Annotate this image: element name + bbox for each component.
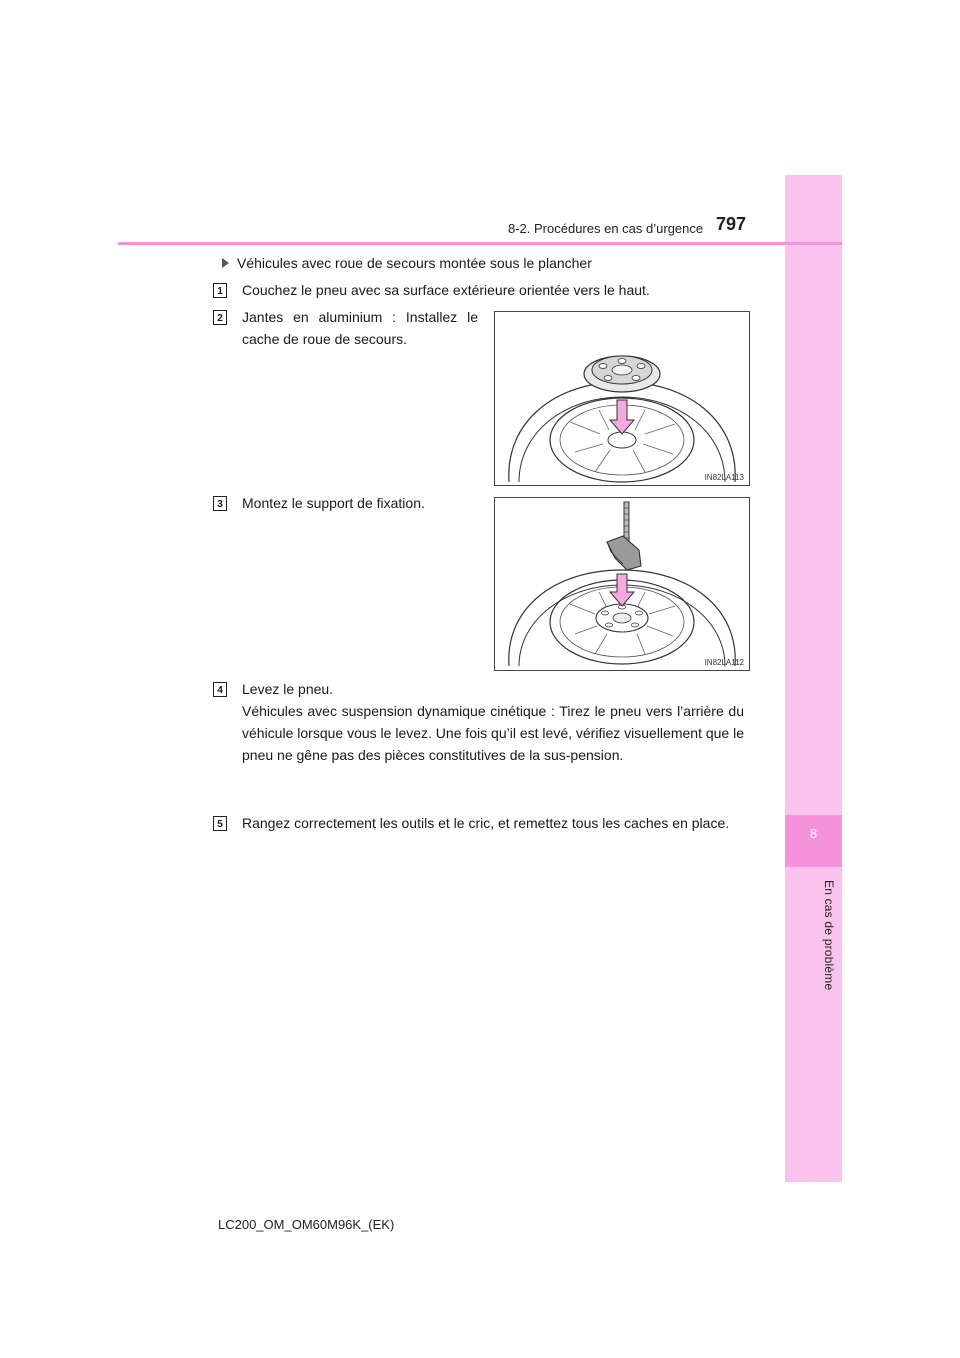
step-number-4: 4	[213, 682, 227, 697]
step-4-main: Levez le pneu.	[242, 681, 334, 697]
subheading-text: Véhicules avec roue de secours montée sous le plancher	[237, 255, 592, 271]
fixing-bracket-illustration	[495, 498, 749, 670]
subheading	[222, 255, 592, 271]
step-text-2: Jantes en aluminium : Installez le cache de roue de secours.	[242, 309, 478, 347]
step-number-2: 2	[213, 310, 227, 325]
footer-model-code: LC200_OM_OM60M96K_(EK)	[218, 1217, 395, 1232]
spare-wheel-cover-illustration	[495, 312, 749, 485]
step-4-detail: Véhicules avec suspension dynamique cinétique : Tirez le pneu vers l’arrière du véhicule lorsque vous le levez. Une fois qu’il est levé, vérifiez visuellement que le pneu ne gêne pas des pièces constitutives de la sus-pension.	[242, 703, 744, 763]
figure-id: IN82LA113	[704, 473, 744, 482]
chapter-number: 8	[809, 826, 818, 841]
triangle-bullet-icon	[222, 258, 229, 268]
figure-id: IN82LA112	[704, 658, 744, 667]
chapter-side-tab	[785, 175, 842, 1182]
page-number: 797	[716, 214, 747, 234]
section-title: 8-2. Procédures en cas d’urgence	[508, 221, 704, 236]
step-text-1: Couchez le pneu avec sa surface extérieure orientée vers le haut.	[242, 282, 650, 298]
chapter-title: En cas de problème	[822, 880, 836, 991]
step-text-4	[242, 678, 744, 766]
header-divider	[118, 242, 842, 245]
step-text-5: Rangez correctement les outils et le cric, et remettez tous les caches en place.	[242, 815, 730, 831]
chapter-tab-active[interactable]	[785, 815, 842, 867]
step-text-3: Montez le support de fixation.	[242, 495, 425, 511]
figure-spare-wheel-cover	[494, 311, 750, 486]
step-number-3: 3	[213, 496, 227, 511]
figure-fixing-bracket	[494, 497, 750, 671]
step-number-5: 5	[213, 816, 227, 831]
step-number-1: 1	[213, 283, 227, 298]
